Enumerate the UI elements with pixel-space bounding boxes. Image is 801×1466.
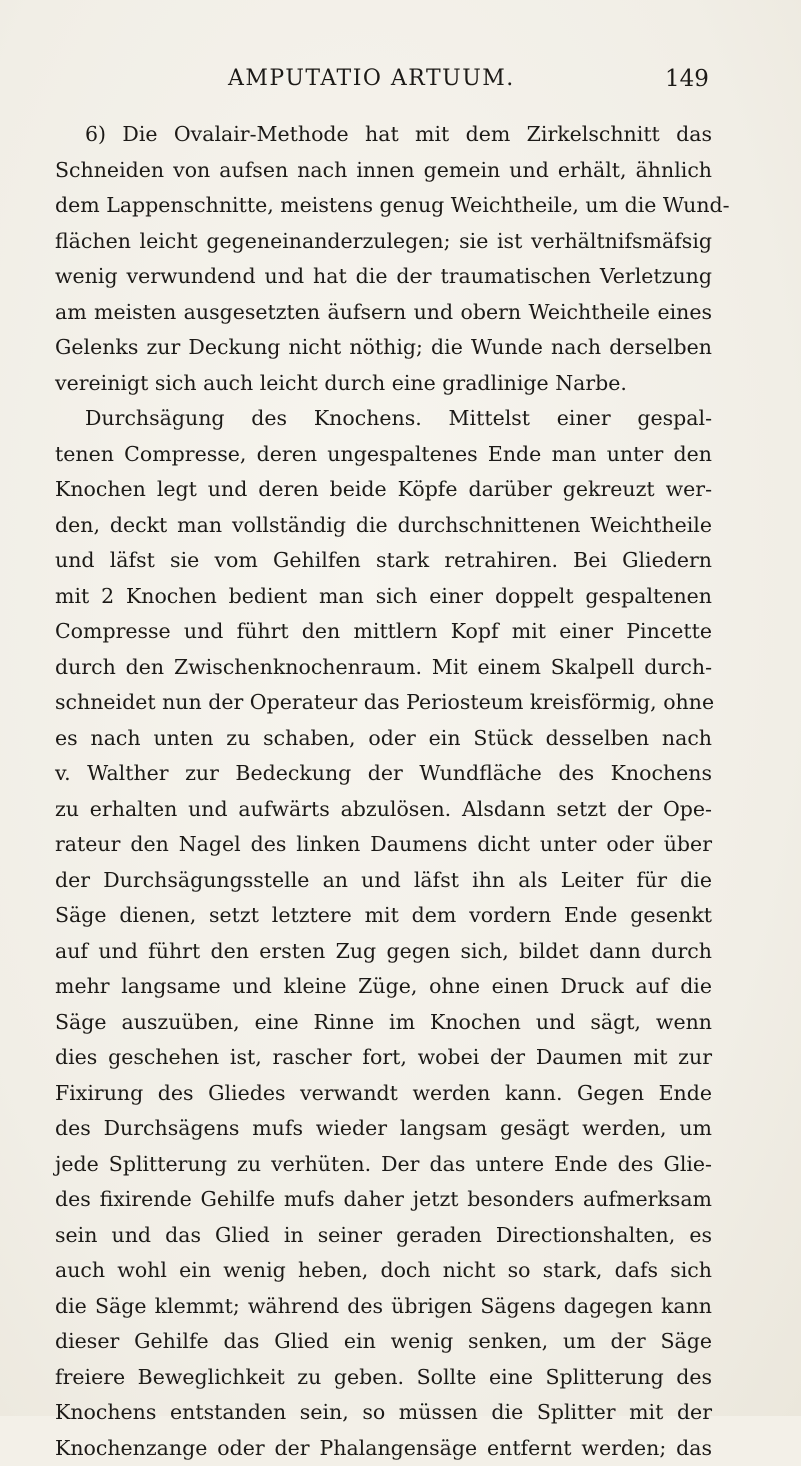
text-line: durch den Zwischenknochenraum. Mit einem Skalpell durch- (55, 650, 712, 686)
running-title: AMPUTATIO ARTUUM. (228, 66, 515, 91)
text-line: sein und das Glied in seiner geraden Directionshalten, es (55, 1218, 712, 1254)
text-line: und läfst sie vom Gehilfen stark retrahiren. Bei Gliedern (55, 543, 712, 579)
section-heading-line: Durchsägung des Knochens. Mittelst einer gespal- (55, 401, 712, 437)
text-line: wenig verwundend und hat die der traumatischen Verletzung (55, 259, 712, 295)
text-line: dieser Gehilfe das Glied ein wenig senken, um der Säge (55, 1324, 712, 1360)
text-line: des fixirende Gehilfe mufs daher jetzt besonders aufmerksam (55, 1182, 712, 1218)
text-line: Compresse und führt den mittlern Kopf mit einer Pincette (55, 614, 712, 650)
page-number: 149 (665, 66, 709, 92)
text-line: rateur den Nagel des linken Daumens dicht unter oder über (55, 827, 712, 863)
text-line: Schneiden von aufsen nach innen gemein und erhält, ähnlich (55, 153, 712, 189)
text-line: tenen Compresse, deren ungespaltenes Ende man unter den (55, 437, 712, 473)
page-header (0, 66, 801, 100)
text-line: schneidet nun der Operateur das Periosteum kreisförmig, ohne (55, 685, 712, 721)
text-line: am meisten ausgesetzten äufsern und obern Weichtheile eines (55, 295, 712, 331)
text-line: der Durchsägungsstelle an und läfst ihn als Leiter für die (55, 863, 712, 899)
text-line: auch wohl ein wenig heben, doch nicht so stark, dafs sich (55, 1253, 712, 1289)
text-line: Knochen legt und deren beide Köpfe darüber gekreuzt wer- (55, 472, 712, 508)
text-line: freiere Beweglichkeit zu geben. Sollte eine Splitterung des (55, 1360, 712, 1396)
text-line: den, deckt man vollständig die durchschnittenen Weichtheile (55, 508, 712, 544)
text-line: jede Splitterung zu verhüten. Der das untere Ende des Glie- (55, 1147, 712, 1183)
text-line: die Säge klemmt; während des übrigen Sägens dagegen kann (55, 1289, 712, 1325)
text-line: mehr langsame und kleine Züge, ohne einen Druck auf die (55, 969, 712, 1005)
text-line: Knochenzange oder der Phalangensäge entfernt werden; das (55, 1431, 712, 1466)
text-line: mit 2 Knochen bedient man sich einer doppelt gespaltenen (55, 579, 712, 615)
text-line: Säge auszuüben, eine Rinne im Knochen und sägt, wenn (55, 1005, 712, 1041)
text-line: zu erhalten und aufwärts abzulösen. Alsdann setzt der Ope- (55, 792, 712, 828)
text-line: Säge dienen, setzt letztere mit dem vordern Ende gesenkt (55, 898, 712, 934)
text-line: Knochens entstanden sein, so müssen die Splitter mit der (55, 1395, 712, 1431)
text-line: dem Lappenschnitte, meistens genug Weichtheile, um die Wund- (55, 188, 712, 224)
text-line: auf und führt den ersten Zug gegen sich, bildet dann durch (55, 934, 712, 970)
text-line: Gelenks zur Deckung nicht nöthig; die Wunde nach derselben (55, 330, 712, 366)
text-line: 6) Die Ovalair-Methode hat mit dem Zirkelschnitt das (55, 117, 712, 153)
text-line: es nach unten zu schaben, oder ein Stück desselben nach (55, 721, 712, 757)
text-line: des Durchsägens mufs wieder langsam gesägt werden, um (55, 1111, 712, 1147)
text-line: v. Walther zur Bedeckung der Wundfläche des Knochens (55, 756, 712, 792)
text-line: vereinigt sich auch leicht durch eine gradlinige Narbe. (55, 366, 712, 402)
body-text (55, 117, 712, 1466)
text-line: dies geschehen ist, rascher fort, wobei der Daumen mit zur (55, 1040, 712, 1076)
text-line: flächen leicht gegeneinanderzulegen; sie ist verhältnifsmäfsig (55, 224, 712, 260)
text-line: Fixirung des Gliedes verwandt werden kann. Gegen Ende (55, 1076, 712, 1112)
